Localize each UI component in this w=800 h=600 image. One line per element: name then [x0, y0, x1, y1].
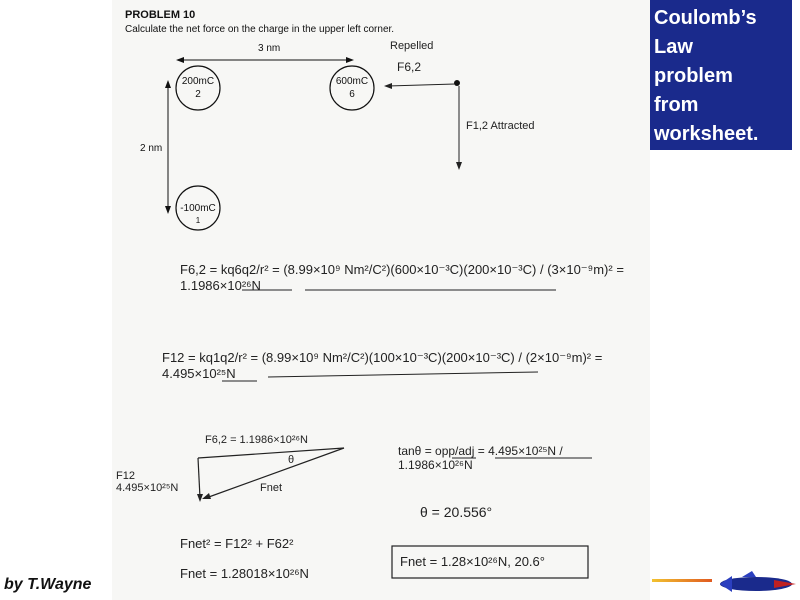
tan-equation: tanθ = opp/adj = 4.495×10²⁵N / 1.1986×10²⁶N [398, 444, 563, 472]
slide-title-line: problem [654, 65, 733, 87]
slide-title-box [650, 0, 792, 150]
final-answer: Fnet = 1.28×10²⁶N, 20.6° [400, 554, 545, 569]
decor-bar [652, 579, 712, 582]
slide-title-line: worksheet. [654, 123, 759, 145]
pythagoras-equation: Fnet² = F12² + F62² [180, 536, 294, 551]
charge-circle-6 [330, 66, 374, 110]
charge-circle-2 [176, 66, 220, 110]
author-credit: by T.Wayne [4, 576, 92, 593]
dim-horizontal: 3 nm [258, 43, 281, 54]
slide-title-line: from [654, 94, 699, 116]
charge-id-1: 1 [195, 216, 201, 225]
dim-vertical: 2 nm [140, 143, 163, 154]
triangle-left-label: F12 4.495×10²⁵N [116, 470, 179, 494]
charge-label-200: 200mC [181, 76, 215, 87]
slide-title-line: Coulomb’s [654, 7, 757, 29]
triangle-hyp-label: Fnet [260, 482, 283, 494]
charge-id-6: 6 [349, 89, 355, 100]
problem-heading: PROBLEM 10 [125, 9, 196, 21]
problem-text: Calculate the net force on the charge in the upper left corner. [125, 24, 395, 35]
equation-f62: F6,2 = kq6q2/r² = (8.99×10⁹ Nm²/C²)(600×10⁻³C)(200×10⁻³C) / (3×10⁻⁹m)² = 1.1986×10²⁶N [180, 262, 624, 293]
f12-note: F1,2 Attracted [466, 120, 535, 132]
slide-title-line: Law [654, 36, 693, 58]
charge-label-neg100: -100mC [180, 203, 216, 214]
charge-id-2: 2 [195, 89, 201, 100]
charge-label-600: 600mC [335, 76, 369, 87]
theta-result: θ = 20.556° [420, 504, 493, 520]
rocket-logo-icon [712, 570, 798, 598]
repelled-note: Repelled [390, 40, 434, 52]
triangle-theta: θ [288, 454, 295, 466]
fnet-equation: Fnet = 1.28018×10²⁶N [180, 566, 309, 581]
equation-f12: F12 = kq1q2/r² = (8.99×10⁹ Nm²/C²)(100×10⁻³C)(200×10⁻³C) / (2×10⁻⁹m)² = 4.495×10²⁵N [162, 350, 603, 381]
f62-note: F6,2 [397, 60, 422, 74]
triangle-top-label: F6,2 = 1.1986×10²⁶N [205, 434, 308, 446]
